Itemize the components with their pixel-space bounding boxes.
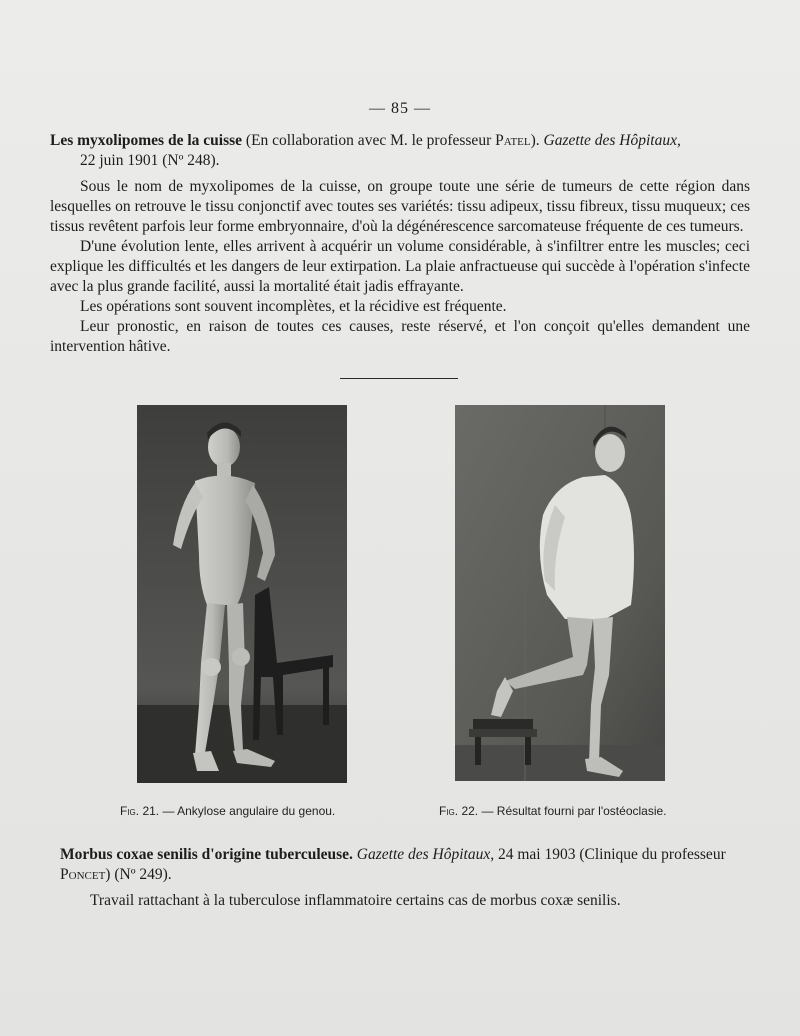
entry-body xyxy=(50,177,750,357)
collaboration-text: (En collaboration avec M. le professeur xyxy=(242,132,496,149)
paragraph: Les opérations sont souvent incomplètes, et la récidive est fréquente. xyxy=(80,298,507,315)
figure-22-caption xyxy=(439,804,667,818)
entry-heading xyxy=(50,131,750,171)
section-divider xyxy=(340,378,458,379)
journal-name: Gazette des Hôpitaux, xyxy=(543,132,681,149)
paragraph: Travail rattachant à la tuberculose inflammatoire certains cas de morbus coxæ senilis. xyxy=(90,892,621,909)
entry-morbus-coxae xyxy=(60,845,760,911)
paragraph: Sous le nom de myxolipomes de la cuisse, on groupe toute une série de tumeurs de cette région dans lesquelles on retrouve le tissu conjonctif avec toutes ses variétés: tissu adipeux, tissu fibreux, tissu muqueux; ces tissus revêtent parfois leur forme embryonnaire, d'où la dégénérescence sarcomateuse fréquente de ces tumeurs. xyxy=(50,178,750,235)
figure-label: Fig. 21. xyxy=(120,804,160,818)
professor-name: Poncet xyxy=(60,866,106,883)
collaboration-close: ). xyxy=(530,132,544,149)
caption-text: — Résultat fourni par l'ostéoclasie. xyxy=(478,804,667,818)
journal-name: Gazette des Hôpitaux, xyxy=(356,846,495,863)
figure-22-photo xyxy=(455,405,665,781)
entry-body xyxy=(60,891,760,911)
publication-date: 22 juin 1901 (Nº 248). xyxy=(80,152,220,169)
caption-text: — Ankylose angulaire du genou. xyxy=(159,804,336,818)
paragraph: D'une évolution lente, elles arrivent à acquérir un volume considérable, à s'infiltrer entre les muscles; ceci explique les difficultés et les dangers de leur extirpation. La plaie anfractueuse qui succède à l'opération s'infecte avec la plus grande facilité, aussi la mortalité était jadis effrayante. xyxy=(50,238,750,295)
entry-heading xyxy=(60,845,760,885)
entry-title: Les myxolipomes de la cuisse xyxy=(50,132,243,149)
issue-number: ) (Nº 249). xyxy=(105,866,172,883)
figure-label: Fig. 22. xyxy=(439,804,479,818)
paragraph: Leur pronostic, en raison de toutes ces causes, reste réservé, et l'on conçoit qu'elles demandent une intervention hâtive. xyxy=(50,318,750,355)
entry-myxolipomes xyxy=(50,131,750,357)
figure-21-caption xyxy=(120,804,335,818)
entry-title: Morbus coxae senilis d'origine tuberculeuse. xyxy=(60,846,353,863)
figure-21-photo xyxy=(137,405,347,783)
professor-name: Patel xyxy=(495,132,531,149)
publication-details: 24 mai 1903 (Clinique du professeur xyxy=(494,846,726,863)
page-number: — 85 — xyxy=(369,100,431,117)
